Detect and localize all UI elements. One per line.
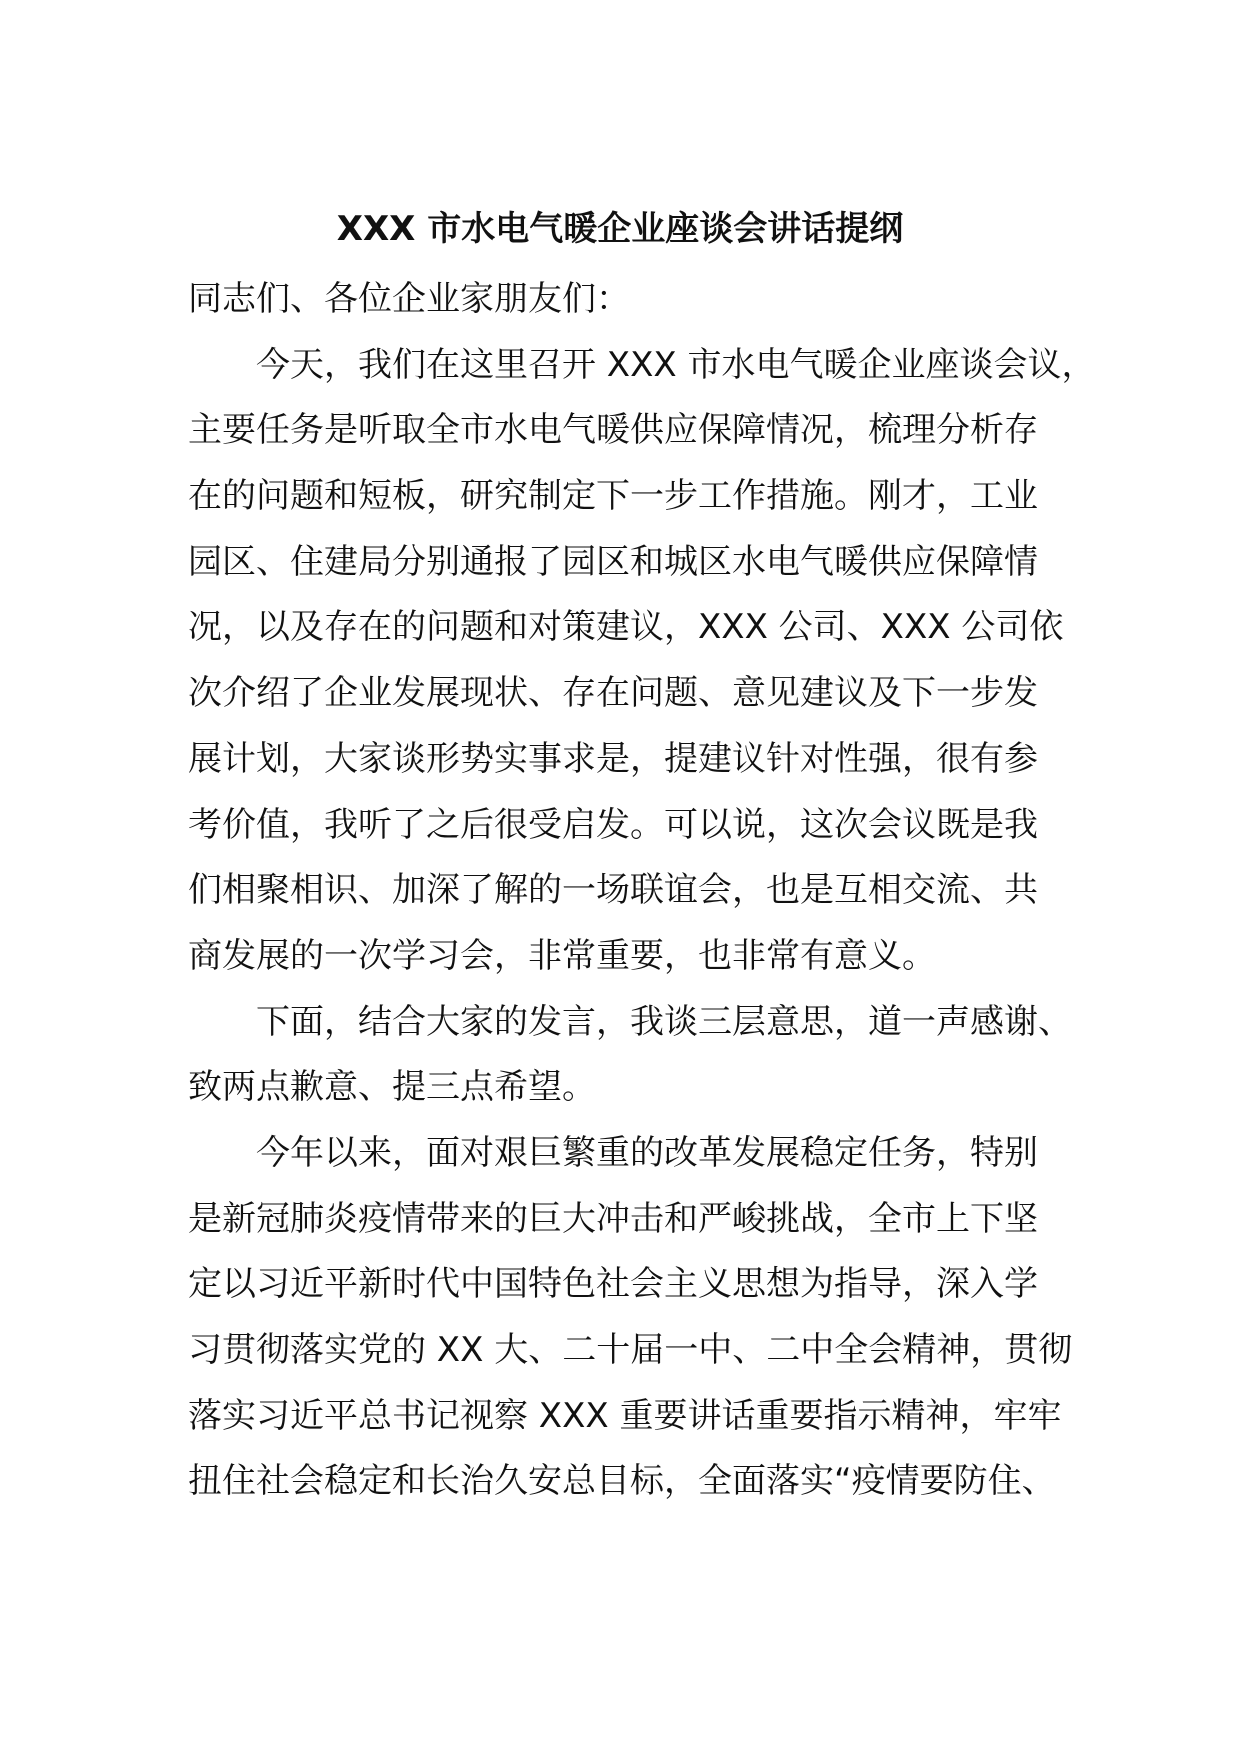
paragraph-line: 是新冠肺炎疫情带来的巨大冲击和严峻挑战，全市上下坚 <box>188 1198 1038 1239</box>
paragraph-line: 展计划，大家谈形势实事求是，提建议针对性强，很有参 <box>188 738 1038 779</box>
paragraph-line: 次介绍了企业发展现状、存在问题、意见建议及下一步发 <box>188 673 1038 714</box>
paragraph-line: 落实习近平总书记视察 XXX 重要讲话重要指示精神，牢牢 <box>188 1395 1062 1436</box>
paragraph-line: 今天，我们在这里召开 XXX 市水电气暖企业座谈会议， <box>256 344 1096 385</box>
paragraph-line: 在的问题和短板，研究制定下一步工作措施。刚才，工业 <box>188 476 1038 517</box>
paragraph-line: 致两点歉意、提三点希望。 <box>188 1067 596 1108</box>
paragraph-line: 扭住社会稳定和长治久安总目标，全面落实“疫情要防住、 <box>188 1461 1056 1502</box>
paragraph-line: 定以习近平新时代中国特色社会主义思想为指导，深入学 <box>188 1264 1038 1305</box>
paragraph-line: 商发展的一次学习会，非常重要，也非常有意义。 <box>188 935 936 976</box>
paragraph-line: 习贯彻落实党的 XX 大、二十届一中、二中全会精神，贯彻 <box>188 1330 1073 1370</box>
paragraph-line: 们相聚相识、加深了解的一场联谊会，也是互相交流、共 <box>188 870 1038 911</box>
paragraph-line: 园区、住建局分别通报了园区和城区水电气暖供应保障情 <box>188 541 1038 582</box>
paragraph-line: 考价值，我听了之后很受启发。可以说，这次会议既是我 <box>188 804 1038 845</box>
salutation-line: 同志们、各位企业家朋友们： <box>188 279 630 319</box>
document-body <box>188 267 1096 1515</box>
paragraph-line: 下面，结合大家的发言，我谈三层意思，道一声感谢、 <box>256 1001 1072 1042</box>
paragraph-line: 况，以及存在的问题和对策建议，XXX 公司、XXX 公司依 <box>188 607 1064 648</box>
paragraph-line: 今年以来，面对艰巨繁重的改革发展稳定任务，特别 <box>256 1132 1038 1173</box>
document-title: XXX 市水电气暖企业座谈会讲话提纲 <box>336 209 904 249</box>
paragraph-line: 主要任务是听取全市水电气暖供应保障情况，梳理分析存 <box>188 410 1038 451</box>
